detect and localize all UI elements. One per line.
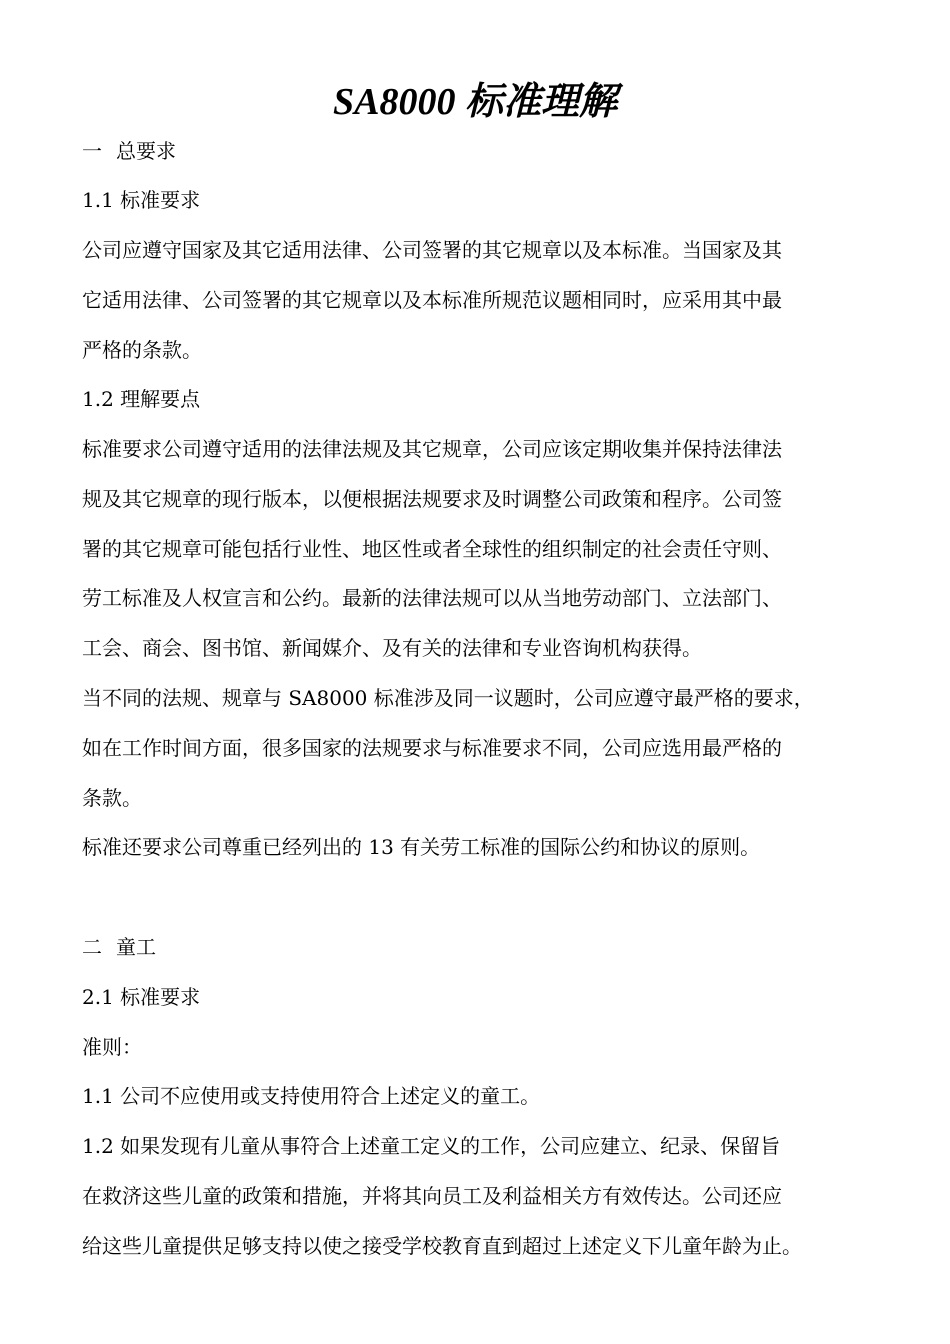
section-1-heading — [82, 136, 882, 166]
paragraph-3-line-1: 当不同的法规、规章与 SA8000 标准涉及同一议题时，公司应遵守最严格的要求， — [82, 686, 814, 710]
section-2-heading — [82, 932, 882, 962]
paragraph-2-line-4: 劳工标准及人权宣言和公约。最新的法律法规可以从当地劳动部门、立法部门、 — [82, 586, 782, 610]
paragraph-2-line-1: 标准要求公司遵守适用的法律法规及其它规章，公司应该定期收集并保持法律法 — [82, 437, 782, 461]
rule-1-2-line-1: 1.2 如果发现有儿童从事符合上述童工定义的工作，公司应建立、纪录、保留旨 — [82, 1134, 781, 1158]
rules-label: 准则： — [82, 1035, 142, 1059]
subsection-1-2-heading: 1.2 理解要点 — [82, 387, 201, 411]
paragraph-1-line-2: 它适用法律、公司签署的其它规章以及本标准所规范议题相同时，应采用其中最 — [82, 288, 782, 312]
paragraph-2-line-3: 署的其它规章可能包括行业性、地区性或者全球性的组织制定的社会责任守则、 — [82, 537, 782, 561]
section-1-title: 总要求 — [116, 139, 176, 163]
paragraph-3-line-2: 如在工作时间方面，很多国家的法规要求与标准要求不同，公司应选用最严格的 — [82, 736, 782, 760]
paragraph-3-line-3: 条款。 — [82, 786, 142, 810]
rule-1-2-line-3: 给这些儿童提供足够支持以使之接受学校教育直到超过上述定义下儿童年龄为止。 — [82, 1234, 802, 1258]
paragraph-2-line-5: 工会、商会、图书馆、新闻媒介、及有关的法律和专业咨询机构获得。 — [82, 636, 702, 660]
paragraph-2-line-2: 规及其它规章的现行版本，以便根据法规要求及时调整公司政策和程序。公司签 — [82, 487, 782, 511]
paragraph-1-line-1: 公司应遵守国家及其它适用法律、公司签署的其它规章以及本标准。当国家及其 — [82, 238, 782, 262]
rule-1-1: 1.1 公司不应使用或支持使用符合上述定义的童工。 — [82, 1084, 541, 1108]
document-title: SA8000 标准理解 — [333, 81, 617, 123]
rule-1-2-line-2: 在救济这些儿童的政策和措施，并将其向员工及利益相关方有效传达。公司还应 — [82, 1184, 782, 1208]
subsection-1-1-heading: 1.1 标准要求 — [82, 188, 201, 212]
subsection-2-1-heading: 2.1 标准要求 — [82, 985, 201, 1009]
paragraph-4-line-1: 标准还要求公司尊重已经列出的 13 有关劳工标准的国际公约和协议的原则。 — [82, 835, 761, 859]
section-2-number: 二 — [82, 935, 102, 959]
section-1-number: 一 — [82, 139, 102, 163]
section-2-title: 童工 — [116, 935, 156, 959]
paragraph-1-line-3: 严格的条款。 — [82, 338, 202, 362]
